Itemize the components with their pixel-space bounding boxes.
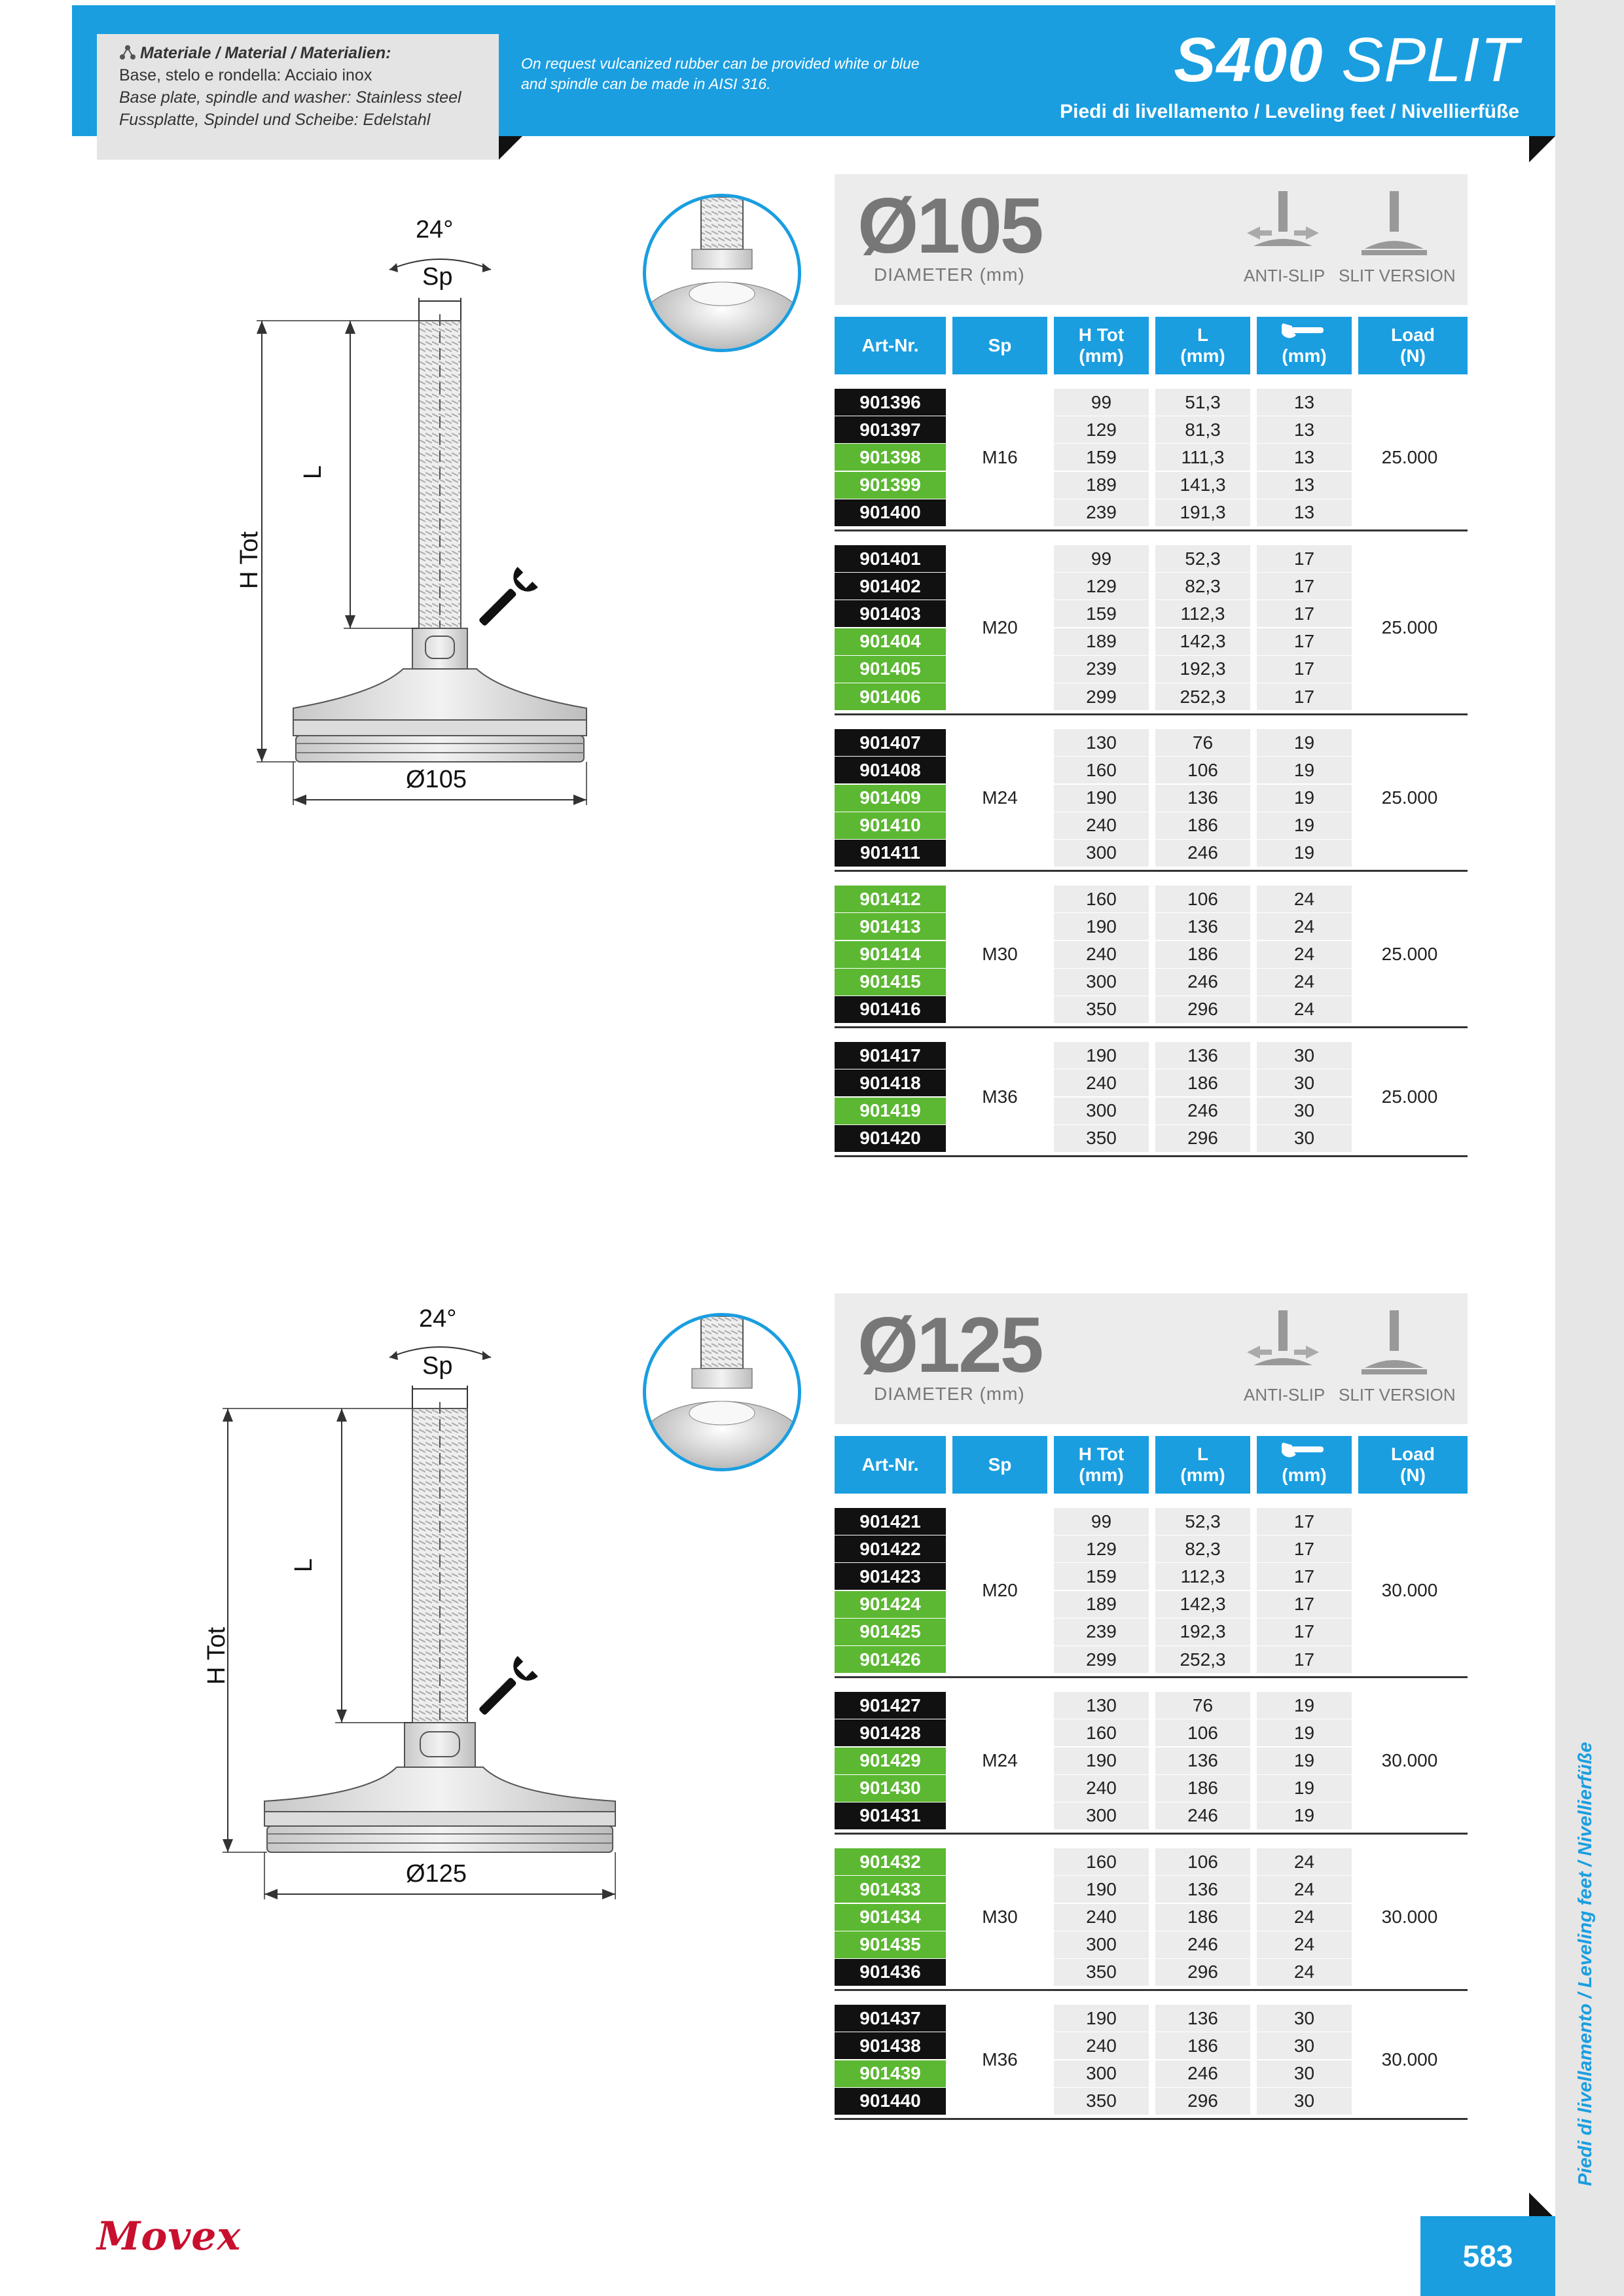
load-value: 25.000: [1381, 617, 1438, 637]
article-number: 901433: [835, 1876, 946, 1903]
thread-size: M24: [982, 1749, 1018, 1770]
h-tot-value: 129: [1054, 416, 1149, 443]
l-value: 136: [1155, 913, 1250, 940]
article-number: 901426: [835, 1646, 946, 1673]
l-value: 136: [1155, 785, 1250, 812]
l-value: 81,3: [1155, 416, 1250, 443]
column-header-text: Load (N): [1391, 1444, 1435, 1485]
l-value: 246: [1155, 2060, 1250, 2087]
l-value: 296: [1155, 996, 1250, 1023]
thread-size: M20: [982, 1579, 1018, 1600]
wrench-size-value: 30: [1257, 1125, 1352, 1152]
l-value: 252,3: [1155, 683, 1250, 710]
wrench-icon: [471, 1656, 538, 1723]
wrench-size-value: 30: [1257, 2088, 1352, 2115]
h-tot-value: 240: [1054, 1069, 1149, 1096]
h-tot-value: 300: [1054, 1803, 1149, 1829]
column-header-text: Sp: [988, 1454, 1012, 1475]
slit-version-caption: SLIT VERSION: [1339, 266, 1456, 285]
l-label: L: [299, 465, 327, 480]
h-tot-value: 299: [1054, 683, 1149, 710]
article-number: 901396: [835, 389, 946, 416]
wrench-size-value: 19: [1257, 1748, 1352, 1774]
table-row-group: [835, 1844, 1468, 1991]
diameter-value: Ø125: [857, 1301, 1042, 1389]
wrench-size-value: 17: [1257, 656, 1352, 683]
load-value: 30.000: [1381, 1579, 1438, 1600]
h-tot-value: 160: [1054, 757, 1149, 783]
h-tot-value: 190: [1054, 785, 1149, 812]
column-header-art: [835, 1436, 946, 1494]
h-tot-value: 190: [1054, 913, 1149, 940]
article-number: 901405: [835, 656, 946, 683]
wrench-size-value: 13: [1257, 416, 1352, 443]
l-value: 296: [1155, 2088, 1250, 2115]
wrench-size-value: 17: [1257, 628, 1352, 655]
base-diameter-label: Ø105: [406, 766, 467, 793]
anti-slip-icon: [1240, 1305, 1326, 1377]
l-value: 192,3: [1155, 656, 1250, 683]
h-tot-value: 160: [1054, 886, 1149, 912]
wrench-icon: [1282, 1440, 1327, 1463]
l-value: 186: [1155, 1775, 1250, 1802]
h-tot-value: 239: [1054, 499, 1149, 526]
column-header-text: (mm): [1282, 346, 1327, 366]
article-number: 901431: [835, 1803, 946, 1829]
table-row-group: [835, 2001, 1468, 2120]
h-tot-value: 130: [1054, 729, 1149, 756]
article-number: 901422: [835, 1535, 946, 1562]
wrench-size-value: 13: [1257, 472, 1352, 499]
wrench-size-value: 19: [1257, 1803, 1352, 1829]
column-header-key: [1257, 317, 1352, 374]
column-header-text: H Tot (mm): [1078, 325, 1125, 366]
article-number: 901418: [835, 1069, 946, 1096]
material-line-en: Base plate, spindle and washer: Stainless steel: [119, 88, 461, 107]
wrench-size-value: 24: [1257, 1848, 1352, 1875]
material-heading: Materiale / Material / Materialien:: [119, 43, 391, 63]
wrench-size-value: 19: [1257, 1775, 1352, 1802]
wrench-size-value: 30: [1257, 1098, 1352, 1124]
article-number: 901420: [835, 1125, 946, 1152]
slit-version-icon: [1352, 1305, 1437, 1377]
l-value: 136: [1155, 1876, 1250, 1903]
article-number: 901419: [835, 1098, 946, 1124]
column-header-text: Load (N): [1391, 325, 1435, 366]
h-tot-value: 99: [1054, 545, 1149, 572]
article-number: 901406: [835, 683, 946, 710]
side-label: Piedi di livellamento / Leveling feet / Nivellierfüße: [1575, 1742, 1596, 2186]
article-number: 901414: [835, 941, 946, 968]
article-number: 901403: [835, 600, 946, 627]
h-tot-value: 300: [1054, 2060, 1149, 2087]
wrench-size-value: 17: [1257, 1646, 1352, 1673]
column-header-art: [835, 317, 946, 374]
article-number: 901402: [835, 573, 946, 600]
l-value: 106: [1155, 1719, 1250, 1746]
load-value: 30.000: [1381, 2049, 1438, 2070]
movex-logo: Movex: [97, 2214, 242, 2259]
h-tot-value: 130: [1054, 1692, 1149, 1719]
article-number: 901417: [835, 1042, 946, 1069]
load-value: 25.000: [1381, 943, 1438, 964]
article-number: 901429: [835, 1748, 946, 1774]
l-value: 296: [1155, 1125, 1250, 1152]
leveling-foot-drawing: [157, 1284, 655, 1912]
wrench-size-value: 24: [1257, 1959, 1352, 1986]
l-value: 106: [1155, 1848, 1250, 1875]
drawing-125: [157, 1284, 655, 1912]
article-number: 901416: [835, 996, 946, 1023]
h-tot-value: 240: [1054, 2032, 1149, 2059]
article-number: 901427: [835, 1692, 946, 1719]
h-tot-value: 350: [1054, 1125, 1149, 1152]
l-value: 141,3: [1155, 472, 1250, 499]
thread-size: M30: [982, 1906, 1018, 1927]
thread-size: M36: [982, 2049, 1018, 2070]
article-number: 901436: [835, 1959, 946, 1986]
l-value: 246: [1155, 1803, 1250, 1829]
h-tot-value: 300: [1054, 969, 1149, 996]
article-number: 901407: [835, 729, 946, 756]
diameter-caption: DIAMETER (mm): [874, 264, 1025, 285]
l-value: 142,3: [1155, 1591, 1250, 1618]
column-header-text: (mm): [1282, 1465, 1327, 1485]
detail-zoom-125: [643, 1313, 801, 1471]
l-value: 246: [1155, 1098, 1250, 1124]
l-value: 52,3: [1155, 1508, 1250, 1535]
h-tot-value: 299: [1054, 1646, 1149, 1673]
article-number: 901434: [835, 1904, 946, 1931]
column-header-load: [1358, 317, 1468, 374]
l-value: 76: [1155, 1692, 1250, 1719]
anti-slip-caption: ANTI-SLIP: [1244, 266, 1326, 285]
material-line-de: Fussplatte, Spindel und Scheibe: Edelstahl: [119, 111, 431, 129]
thread-size: M36: [982, 1086, 1018, 1107]
article-number: 901440: [835, 2088, 946, 2115]
h-tot-value: 190: [1054, 1876, 1149, 1903]
spec-header-105: [835, 174, 1468, 305]
column-header-sp: [952, 1436, 1047, 1494]
wrench-icon: [1282, 321, 1327, 344]
wrench-size-value: 19: [1257, 840, 1352, 867]
h-tot-value: 190: [1054, 1748, 1149, 1774]
h-tot-value: 160: [1054, 1719, 1149, 1746]
wrench-size-value: 30: [1257, 2032, 1352, 2059]
detail-zoom-105: [643, 194, 801, 352]
load-value: 25.000: [1381, 1086, 1438, 1107]
h-tot-value: 189: [1054, 1591, 1149, 1618]
wrench-size-value: 30: [1257, 2060, 1352, 2087]
article-number: 901421: [835, 1508, 946, 1535]
l-value: 186: [1155, 1904, 1250, 1931]
column-header-text: L (mm): [1180, 325, 1225, 366]
column-header-l: [1155, 1436, 1250, 1494]
l-value: 112,3: [1155, 600, 1250, 627]
table-row-group: [835, 725, 1468, 872]
anti-slip-icon: [1240, 186, 1326, 258]
product-title-rest: SPLIT: [1341, 25, 1519, 95]
request-note: On request vulcanized rubber can be provided white or blue and spindle can be made in AISI 316.: [521, 55, 920, 92]
anti-slip-caption: ANTI-SLIP: [1244, 1385, 1326, 1405]
h-tot-value: 239: [1054, 656, 1149, 683]
table-row-group: [835, 541, 1468, 715]
wrench-size-value: 17: [1257, 1619, 1352, 1645]
wrench-size-value: 17: [1257, 683, 1352, 710]
column-header-l: [1155, 317, 1250, 374]
wrench-size-value: 19: [1257, 729, 1352, 756]
article-number: 901438: [835, 2032, 946, 2059]
h-tot-value: 189: [1054, 472, 1149, 499]
wrench-size-value: 17: [1257, 1591, 1352, 1618]
h-tot-value: 350: [1054, 996, 1149, 1023]
l-value: 136: [1155, 2005, 1250, 2032]
column-header-htot: [1054, 1436, 1149, 1494]
column-header-text: L (mm): [1180, 1444, 1225, 1485]
table-row-group: [835, 1688, 1468, 1835]
load-value: 30.000: [1381, 1749, 1438, 1770]
article-number: 901400: [835, 499, 946, 526]
l-value: 252,3: [1155, 1646, 1250, 1673]
wrench-size-value: 17: [1257, 1563, 1352, 1590]
h-tot-value: 300: [1054, 840, 1149, 867]
wrench-size-value: 24: [1257, 913, 1352, 940]
l-value: 82,3: [1155, 1535, 1250, 1562]
diameter-caption: DIAMETER (mm): [874, 1384, 1025, 1404]
wrench-size-value: 24: [1257, 969, 1352, 996]
l-value: 136: [1155, 1748, 1250, 1774]
l-value: 142,3: [1155, 628, 1250, 655]
product-subtitle: Piedi di livellamento / Leveling feet / Nivellierfüße: [1060, 101, 1519, 122]
article-number: 901439: [835, 2060, 946, 2087]
h-tot-value: 240: [1054, 1904, 1149, 1931]
wrench-size-value: 19: [1257, 785, 1352, 812]
table-row-group: [835, 385, 1468, 531]
l-value: 186: [1155, 812, 1250, 839]
thread-size: M20: [982, 617, 1018, 637]
material-box-fold: [499, 136, 522, 160]
column-header-key: [1257, 1436, 1352, 1494]
wrench-size-value: 17: [1257, 600, 1352, 627]
column-header-text: Art-Nr.: [861, 335, 919, 355]
product-title: [1174, 27, 1519, 93]
angle-label: 24°: [416, 216, 454, 243]
wrench-size-value: 19: [1257, 757, 1352, 783]
article-number: 901412: [835, 886, 946, 912]
thread-size: M16: [982, 446, 1018, 467]
h-tot-value: 99: [1054, 1508, 1149, 1535]
wrench-icon: [471, 567, 538, 634]
article-number: 901404: [835, 628, 946, 655]
l-value: 111,3: [1155, 444, 1250, 471]
l-value: 246: [1155, 840, 1250, 867]
l-value: 186: [1155, 1069, 1250, 1096]
wrench-size-value: 24: [1257, 996, 1352, 1023]
article-number: 901399: [835, 472, 946, 499]
thread-size: M30: [982, 943, 1018, 964]
column-header-text: Sp: [988, 335, 1012, 355]
article-number: 901424: [835, 1591, 946, 1618]
article-number: 901411: [835, 840, 946, 867]
spec-header-125: [835, 1293, 1468, 1424]
htot-label: H Tot: [236, 531, 263, 589]
sp-label: Sp: [422, 263, 453, 291]
l-value: 52,3: [1155, 545, 1250, 572]
load-value: 25.000: [1381, 446, 1438, 467]
column-header-sp: [952, 317, 1047, 374]
wrench-size-value: 30: [1257, 1069, 1352, 1096]
h-tot-value: 129: [1054, 573, 1149, 600]
column-header-text: Art-Nr.: [861, 1454, 919, 1475]
base-diameter-label: Ø125: [406, 1860, 467, 1888]
wrench-size-value: 24: [1257, 886, 1352, 912]
article-number: 901397: [835, 416, 946, 443]
product-title-bold: S400: [1174, 25, 1324, 95]
h-tot-value: 350: [1054, 2088, 1149, 2115]
article-number: 901415: [835, 969, 946, 996]
h-tot-value: 189: [1054, 628, 1149, 655]
h-tot-value: 240: [1054, 812, 1149, 839]
table-row-group: [835, 1504, 1468, 1678]
column-header-text: H Tot (mm): [1078, 1444, 1125, 1485]
article-number: 901423: [835, 1563, 946, 1590]
h-tot-value: 350: [1054, 1959, 1149, 1986]
wrench-size-value: 13: [1257, 499, 1352, 526]
article-number: 901428: [835, 1719, 946, 1746]
sp-label: Sp: [422, 1352, 453, 1380]
h-tot-value: 129: [1054, 1535, 1149, 1562]
article-number: 901401: [835, 545, 946, 572]
h-tot-value: 159: [1054, 1563, 1149, 1590]
h-tot-value: 239: [1054, 1619, 1149, 1645]
l-value: 106: [1155, 757, 1250, 783]
l-value: 136: [1155, 1042, 1250, 1069]
slit-version-caption: SLIT VERSION: [1339, 1385, 1456, 1405]
column-header-htot: [1054, 317, 1149, 374]
spec-table-125: [835, 1436, 1468, 2176]
l-value: 76: [1155, 729, 1250, 756]
l-value: 51,3: [1155, 389, 1250, 416]
l-value: 192,3: [1155, 1619, 1250, 1645]
h-tot-value: 190: [1054, 1042, 1149, 1069]
l-value: 246: [1155, 969, 1250, 996]
l-value: 191,3: [1155, 499, 1250, 526]
h-tot-value: 240: [1054, 941, 1149, 968]
l-value: 186: [1155, 941, 1250, 968]
wrench-size-value: 17: [1257, 573, 1352, 600]
column-header-load: [1358, 1436, 1468, 1494]
htot-label: H Tot: [203, 1626, 230, 1685]
wrench-size-value: 17: [1257, 545, 1352, 572]
h-tot-value: 240: [1054, 1775, 1149, 1802]
h-tot-value: 300: [1054, 1098, 1149, 1124]
wrench-size-value: 30: [1257, 2005, 1352, 2032]
wrench-size-value: 24: [1257, 1876, 1352, 1903]
table-row-group: [835, 1038, 1468, 1157]
page-number: 583: [1420, 2216, 1555, 2296]
article-number: 901430: [835, 1775, 946, 1802]
l-label: L: [290, 1558, 318, 1573]
wrench-size-value: 13: [1257, 389, 1352, 416]
drawing-105: [196, 196, 655, 825]
article-number: 901435: [835, 1931, 946, 1958]
wrench-size-value: 19: [1257, 1719, 1352, 1746]
h-tot-value: 99: [1054, 389, 1149, 416]
wrench-size-value: 19: [1257, 812, 1352, 839]
table-row-group: [835, 882, 1468, 1028]
wrench-size-value: 17: [1257, 1535, 1352, 1562]
h-tot-value: 190: [1054, 2005, 1149, 2032]
article-number: 901410: [835, 812, 946, 839]
l-value: 186: [1155, 2032, 1250, 2059]
l-value: 82,3: [1155, 573, 1250, 600]
article-number: 901432: [835, 1848, 946, 1875]
material-box: [97, 34, 499, 160]
material-line-it: Base, stelo e rondella: Acciaio inox: [119, 66, 372, 84]
article-number: 901437: [835, 2005, 946, 2032]
wrench-size-value: 19: [1257, 1692, 1352, 1719]
h-tot-value: 159: [1054, 600, 1149, 627]
l-value: 296: [1155, 1959, 1250, 1986]
wrench-size-value: 24: [1257, 1904, 1352, 1931]
load-value: 25.000: [1381, 787, 1438, 808]
angle-label: 24°: [419, 1305, 457, 1333]
header-corner-fold: [1529, 136, 1555, 162]
article-number: 901409: [835, 785, 946, 812]
footer-corner-fold: [1529, 2193, 1555, 2219]
l-value: 246: [1155, 1931, 1250, 1958]
l-value: 106: [1155, 886, 1250, 912]
slit-version-icon: [1352, 186, 1437, 258]
thread-size: M24: [982, 787, 1018, 808]
h-tot-value: 159: [1054, 444, 1149, 471]
article-number: 901425: [835, 1619, 946, 1645]
load-value: 30.000: [1381, 1906, 1438, 1927]
wrench-size-value: 13: [1257, 444, 1352, 471]
h-tot-value: 300: [1054, 1931, 1149, 1958]
diameter-value: Ø105: [857, 182, 1042, 270]
wrench-size-value: 24: [1257, 941, 1352, 968]
l-value: 112,3: [1155, 1563, 1250, 1590]
wrench-size-value: 24: [1257, 1931, 1352, 1958]
wrench-size-value: 17: [1257, 1508, 1352, 1535]
molecule-icon: [119, 45, 136, 60]
article-number: 901398: [835, 444, 946, 471]
article-number: 901413: [835, 913, 946, 940]
wrench-size-value: 30: [1257, 1042, 1352, 1069]
h-tot-value: 160: [1054, 1848, 1149, 1875]
article-number: 901408: [835, 757, 946, 783]
spec-table-105: [835, 317, 1468, 1233]
